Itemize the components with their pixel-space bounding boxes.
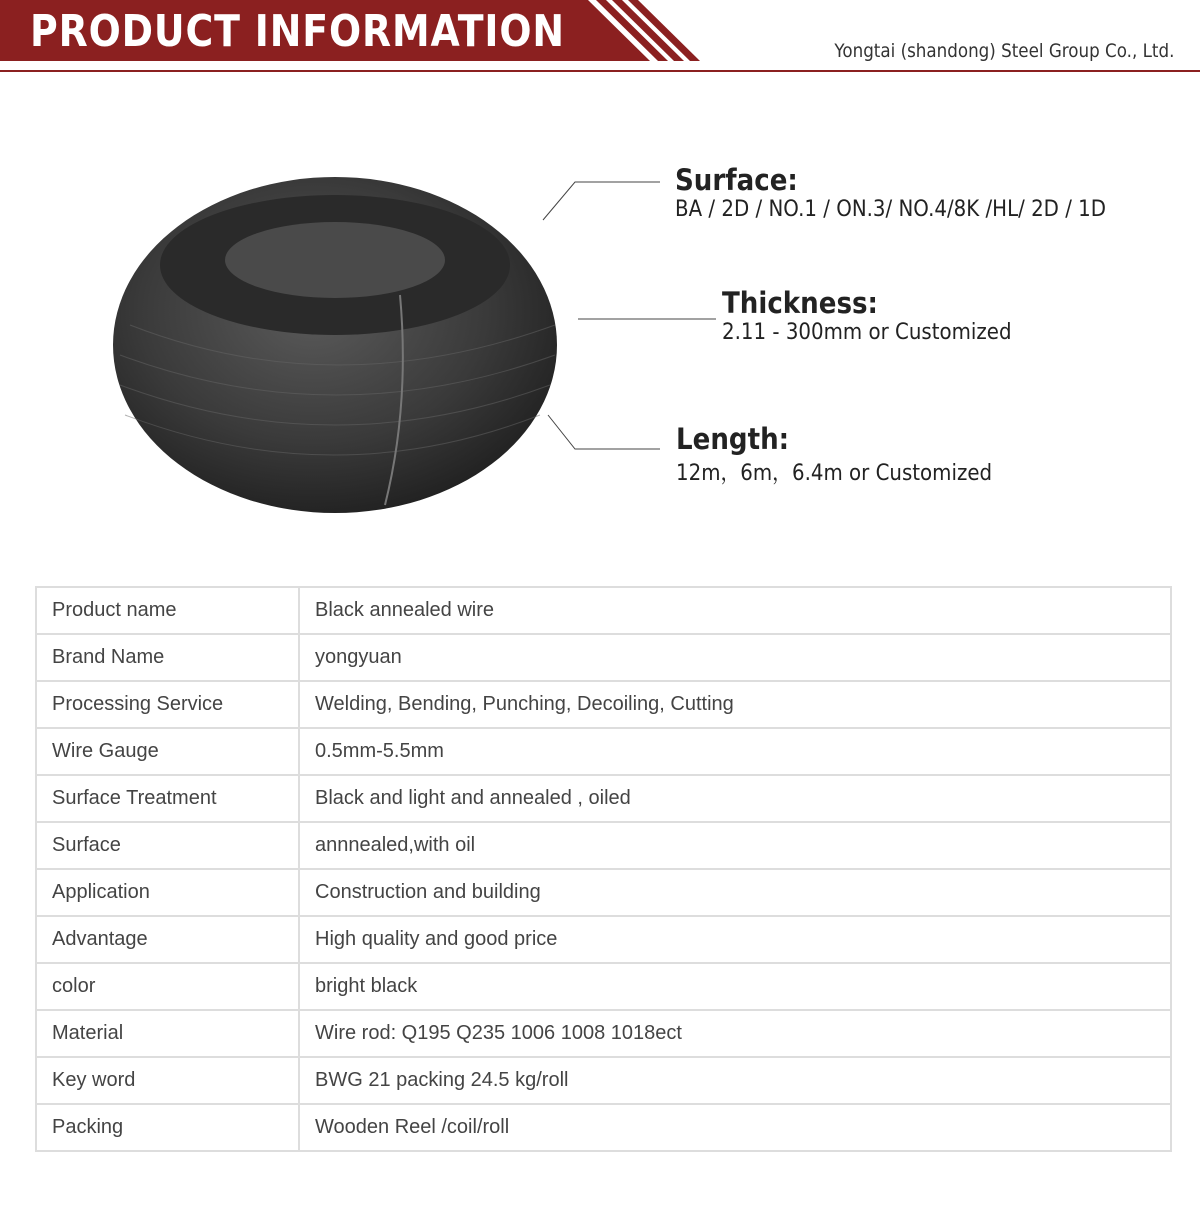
row-value: Construction and building: [299, 869, 1171, 916]
table-row: [36, 1010, 1171, 1057]
spec-label: Surface:: [675, 163, 798, 197]
table-row: [36, 587, 1171, 634]
table-row: [36, 1057, 1171, 1104]
product-spec-table: [35, 586, 1172, 1152]
spec-value: 12m，6m，6.4m or Customized: [676, 461, 993, 486]
table-row: [36, 963, 1171, 1010]
row-value: yongyuan: [299, 634, 1171, 681]
row-label: Advantage: [36, 916, 299, 963]
spec-label: Length:: [676, 422, 790, 456]
row-value: annnealed,with oil: [299, 822, 1171, 869]
spec-length: [676, 422, 1027, 487]
row-label: Key word: [36, 1057, 299, 1104]
row-label: Wire Gauge: [36, 728, 299, 775]
row-label: Surface Treatment: [36, 775, 299, 822]
table-row: [36, 775, 1171, 822]
page-title: PRODUCT INFORMATION: [30, 6, 565, 57]
row-value: Wooden Reel /coil/roll: [299, 1104, 1171, 1151]
spec-thickness: [722, 286, 1044, 345]
table-row: [36, 822, 1171, 869]
row-value: High quality and good price: [299, 916, 1171, 963]
row-value: Black and light and annealed , oiled: [299, 775, 1171, 822]
row-label: Material: [36, 1010, 299, 1057]
row-label: Brand Name: [36, 634, 299, 681]
table-row: [36, 728, 1171, 775]
row-value: bright black: [299, 963, 1171, 1010]
row-label: Product name: [36, 587, 299, 634]
spec-label: Thickness:: [722, 286, 878, 320]
table-row: [36, 1104, 1171, 1151]
row-label: Surface: [36, 822, 299, 869]
table-row: [36, 681, 1171, 728]
row-label: Packing: [36, 1104, 299, 1151]
row-label: Processing Service: [36, 681, 299, 728]
spec-value: 2.11 - 300mm or Customized: [722, 320, 1012, 345]
company-name: Yongtai (shandong) Steel Group Co., Ltd.: [833, 40, 1174, 62]
spec-value: BA / 2D / NO.1 / ON.3/ NO.4/8K /HL/ 2D / 1D: [675, 197, 1107, 222]
table-row: [36, 916, 1171, 963]
row-value: BWG 21 packing 24.5 kg/roll: [299, 1057, 1171, 1104]
row-label: color: [36, 963, 299, 1010]
row-label: Application: [36, 869, 299, 916]
row-value: 0.5mm-5.5mm: [299, 728, 1171, 775]
table-row: [36, 869, 1171, 916]
row-value: Welding, Bending, Punching, Decoiling, Cutting: [299, 681, 1171, 728]
row-value: Wire rod: Q195 Q235 1006 1008 1018ect: [299, 1010, 1171, 1057]
table-row: [36, 634, 1171, 681]
row-value: Black annealed wire: [299, 587, 1171, 634]
spec-surface: [675, 163, 1154, 222]
